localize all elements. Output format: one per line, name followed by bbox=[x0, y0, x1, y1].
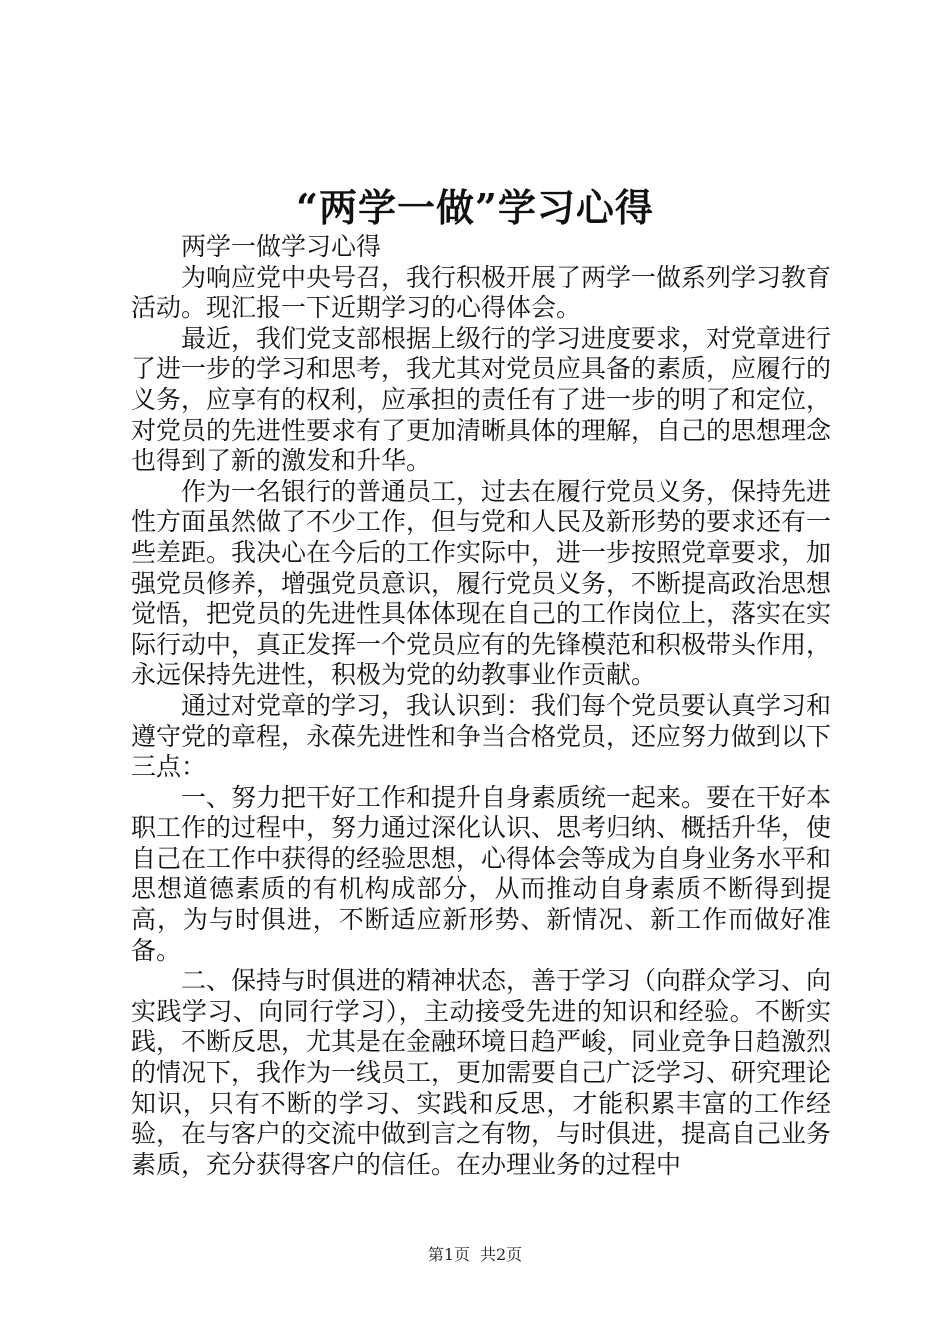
page-total: 共2页 bbox=[480, 1245, 523, 1264]
paragraph-heading: 两学一做学习心得 bbox=[181, 232, 382, 261]
paragraph: 通过对党章的学习，我认识到：我们每个党员要认真学习和遵守党的章程，永葆先进性和争当合格党员，还应努力做到以下三点： bbox=[131, 690, 832, 782]
paragraph: 作为一名银行的普通员工，过去在履行党员义务，保持先进性方面虽然做了不少工作，但与党和人民及新形势的要求还有一些差距。我决心在今后的工作实际中，进一步按照党章要求，加强党员修养，增强党员意识，履行党员义务，不断提高政治思想觉悟，把党员的先进性具体体现在自己的工作岗位上，落实在实际行动中，真正发挥一个党员应有的先锋模范和积极带头作用，永远保持先进性，积极为党的幼教事业作贡献。 bbox=[131, 476, 832, 690]
page-footer bbox=[0, 1244, 950, 1266]
document-title: “两学一做”学习心得 bbox=[296, 185, 654, 230]
paragraph: 最近，我们党支部根据上级行的学习进度要求，对党章进行了进一步的学习和思考，我尤其对党员应具备的素质，应履行的义务，应享有的权利，应承担的责任有了进一步的明了和定位，对党员的先进性要求有了更加清晰具体的理解，自己的思想理念也得到了新的激发和升华。 bbox=[131, 323, 832, 476]
page-number: 第1页 bbox=[427, 1245, 470, 1264]
paragraph: 一、努力把干好工作和提升自身素质统一起来。要在干好本职工作的过程中，努力通过深化认识、思考归纳、概括升华，使自己在工作中获得的经验思想，心得体会等成为自身业务水平和思想道德素质的有机构成部分，从而推动自身素质不断得到提高，为与时俱进，不断适应新形势、新情况、新工作而做好准备。 bbox=[131, 782, 832, 965]
paragraph: 二、保持与时俱进的精神状态，善于学习（向群众学习、向实践学习、向同行学习），主动接受先进的知识和经验。不断实践，不断反思，尤其是在金融环境日趋严峻，同业竞争日趋激烈的情况下，我作为一线员工，更加需要自己广泛学习、研究理论知识，只有不断的学习、实践和反思，才能积累丰富的工作经验，在与客户的交流中做到言之有物，与时俱进，提高自己业务素质，充分获得客户的信任。在办理业务的过程中 bbox=[131, 966, 832, 1179]
document-body bbox=[131, 232, 831, 1180]
paragraph: 为响应党中央号召，我行积极开展了两学一做系列学习教育活动。现汇报一下近期学习的心得体会。 bbox=[131, 262, 832, 323]
